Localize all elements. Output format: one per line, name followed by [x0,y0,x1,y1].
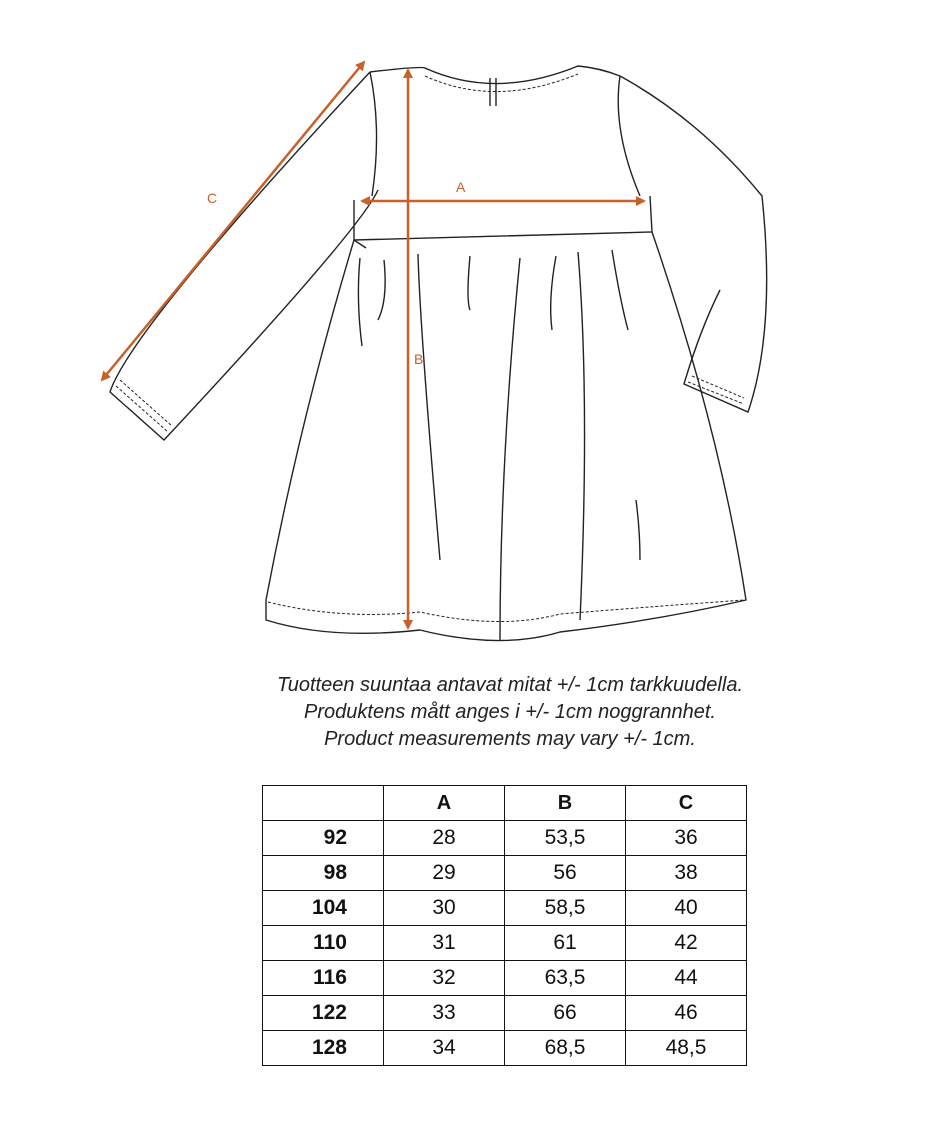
note-line-sv: Produktens mått anges i +/- 1cm noggrannhet. [304,701,716,723]
label-a: A [456,179,466,195]
value-cell: 46 [626,996,747,1031]
note-line-fi: Tuotteen suuntaa antavat mitat +/- 1cm tarkkuudella. [277,674,743,696]
value-cell: 61 [505,926,626,961]
value-cell: 29 [384,856,505,891]
table-row [263,996,747,1031]
table-header-row [263,786,747,821]
table-row [263,821,747,856]
table-row [263,926,747,961]
value-cell: 34 [384,1031,505,1066]
size-cell: 92 [263,821,384,856]
label-c: C [207,190,218,206]
header-cell: B [505,786,626,821]
arrow-c [102,62,364,380]
header-cell: C [626,786,747,821]
value-cell: 56 [505,856,626,891]
value-cell: 30 [384,891,505,926]
value-cell: 38 [626,856,747,891]
value-cell: 42 [626,926,747,961]
size-cell: 98 [263,856,384,891]
label-b: B [414,351,424,367]
value-cell: 33 [384,996,505,1031]
value-cell: 44 [626,961,747,996]
value-cell: 53,5 [505,821,626,856]
table-row [263,891,747,926]
table-row [263,961,747,996]
size-cell: 122 [263,996,384,1031]
size-cell: 104 [263,891,384,926]
dress-outline [110,66,767,641]
value-cell: 28 [384,821,505,856]
value-cell: 40 [626,891,747,926]
measure-arrows [102,62,644,628]
header-cell: A [384,786,505,821]
value-cell: 68,5 [505,1031,626,1066]
header-cell [263,786,384,821]
table-row [263,856,747,891]
size-cell: 128 [263,1031,384,1066]
value-cell: 32 [384,961,505,996]
size-table [262,785,747,1066]
size-cell: 110 [263,926,384,961]
value-cell: 63,5 [505,961,626,996]
value-cell: 48,5 [626,1031,747,1066]
value-cell: 58,5 [505,891,626,926]
note-line-en: Product measurements may vary +/- 1cm. [324,728,696,750]
value-cell: 66 [505,996,626,1031]
value-cell: 36 [626,821,747,856]
value-cell: 31 [384,926,505,961]
measurement-note [200,672,820,753]
table-row [263,1031,747,1066]
size-cell: 116 [263,961,384,996]
